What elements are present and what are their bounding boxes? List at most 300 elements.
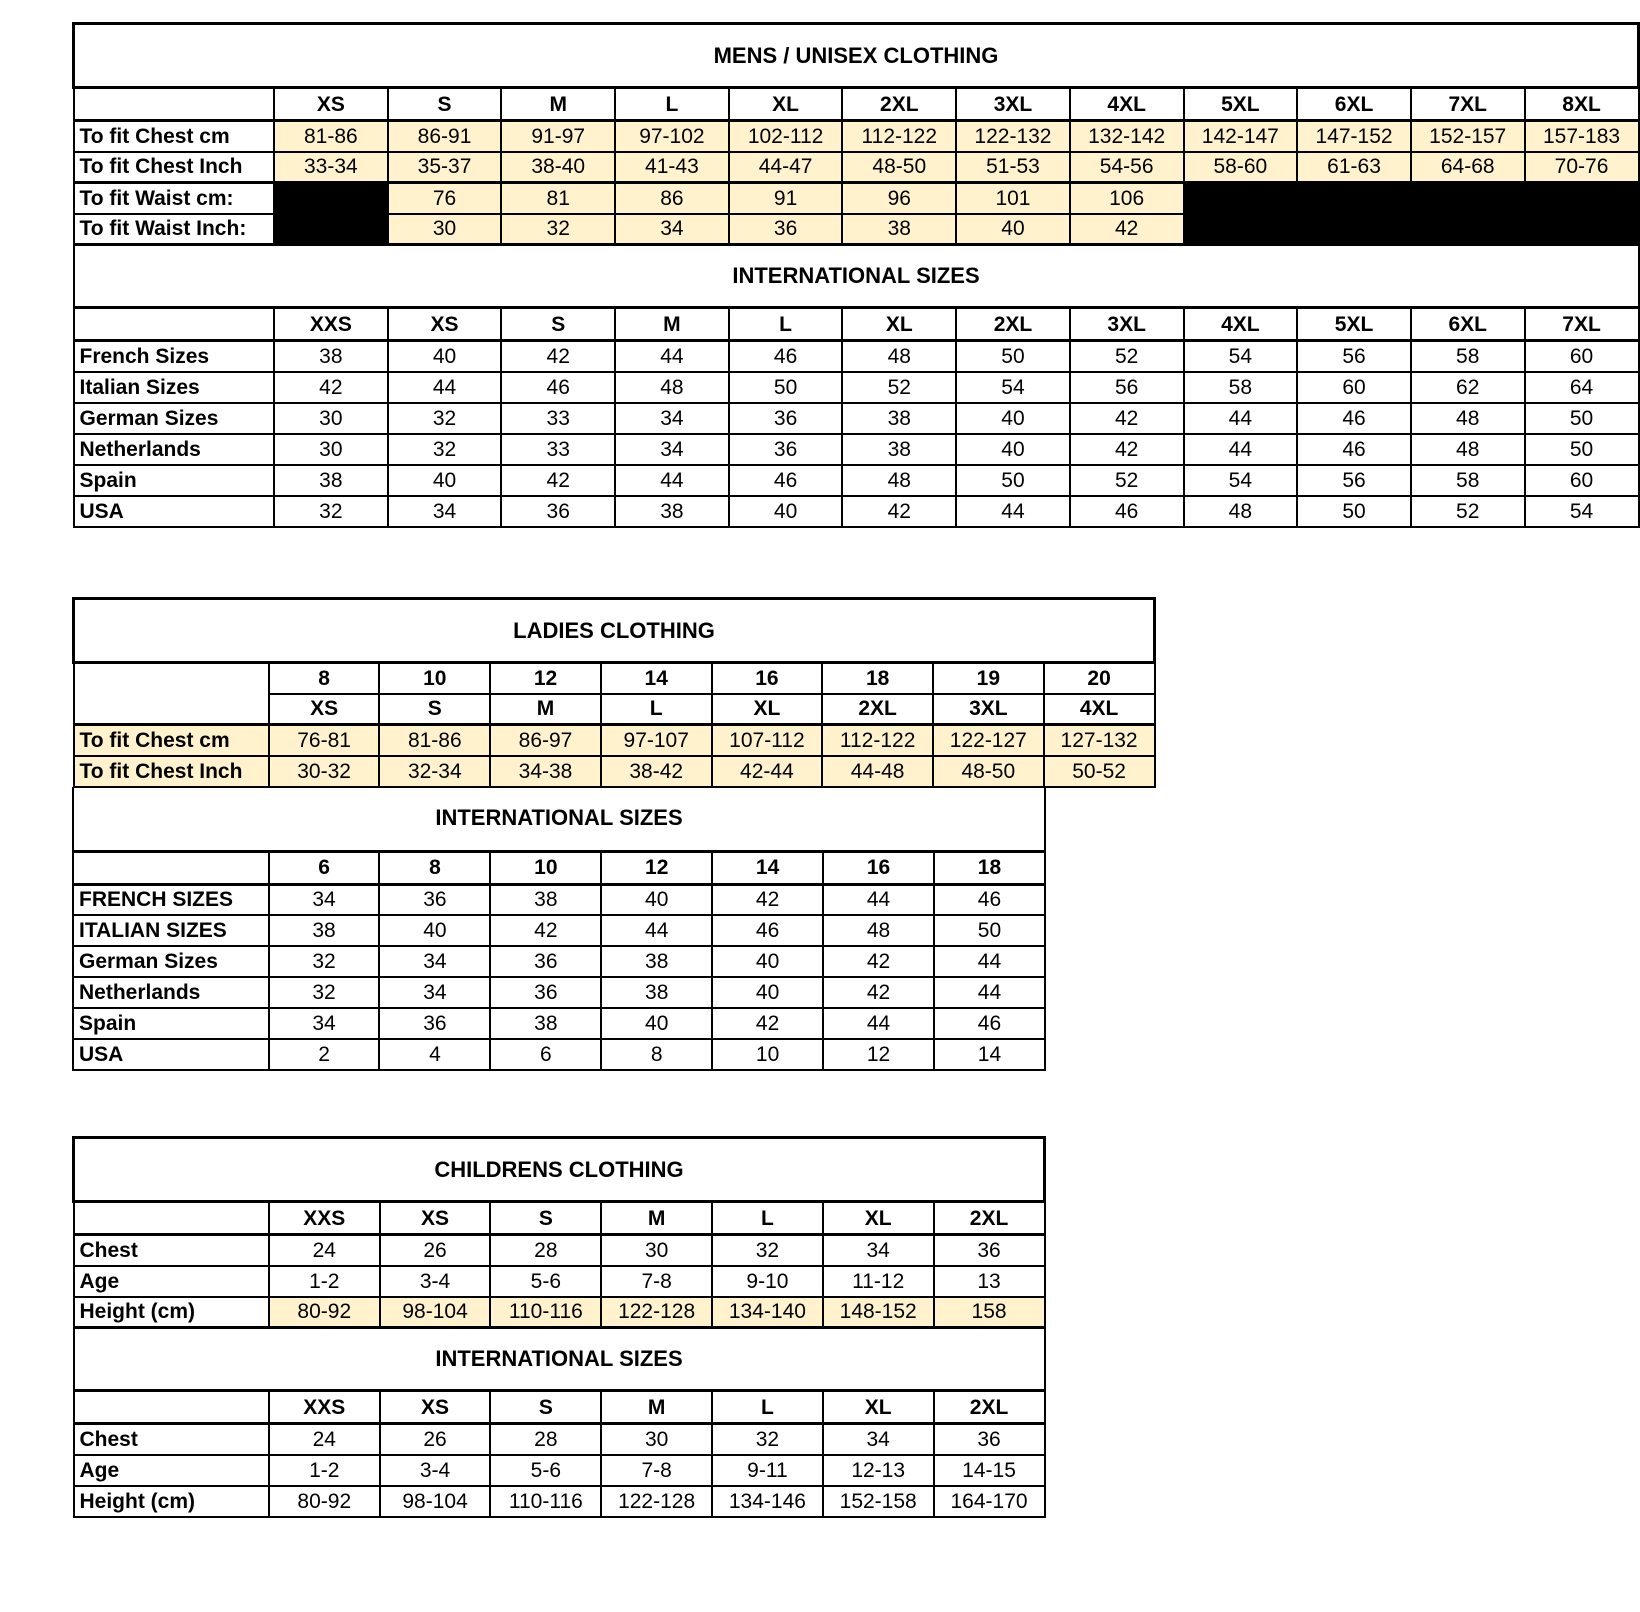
row-label: USA — [74, 496, 275, 527]
cell: 2 — [269, 1039, 380, 1070]
size-header: L — [601, 694, 712, 725]
cell: 40 — [388, 465, 502, 496]
cell: 147-152 — [1297, 121, 1411, 152]
mens-chest-cm-row — [74, 121, 1639, 152]
cell: 38 — [601, 946, 712, 977]
size-header: S — [490, 1391, 601, 1424]
blocked-cell — [274, 214, 388, 245]
cell: 110-116 — [490, 1297, 601, 1328]
cell: 38 — [842, 214, 956, 245]
cell: 40 — [379, 915, 490, 946]
cell: 54-56 — [1070, 152, 1184, 183]
size-header: L — [712, 1391, 823, 1424]
cell: 44 — [388, 372, 502, 403]
cell: 40 — [956, 214, 1070, 245]
cell: 40 — [601, 1008, 712, 1039]
cell: 7-8 — [601, 1266, 712, 1297]
row-label: Spain — [73, 1008, 269, 1039]
cell: 44 — [1184, 403, 1298, 434]
mens-size-table — [72, 22, 1640, 528]
cell: 38 — [601, 977, 712, 1008]
childrens-intl-title: INTERNATIONAL SIZES — [74, 1328, 1045, 1391]
cell: 76-81 — [269, 725, 380, 756]
size-header: S — [501, 308, 615, 341]
cell: 30-32 — [269, 756, 380, 787]
size-header: L — [729, 308, 843, 341]
size-number: 19 — [933, 663, 1044, 694]
cell: 24 — [269, 1424, 380, 1455]
row-label: To fit Chest cm — [74, 725, 269, 756]
mens-intl-body — [74, 341, 1639, 527]
blocked-cell — [1411, 214, 1525, 245]
size-header: 8XL — [1525, 88, 1639, 121]
cell: 42 — [501, 465, 615, 496]
cell: 32 — [274, 496, 388, 527]
size-header: XL — [823, 1391, 934, 1424]
cell: 48 — [615, 372, 729, 403]
cell: 112-122 — [822, 725, 933, 756]
ladies-intl-body — [73, 884, 1045, 1070]
cell: 80-92 — [269, 1486, 380, 1517]
cell: 91 — [729, 183, 843, 214]
corner-cell — [74, 1202, 269, 1235]
cell: 36 — [729, 214, 843, 245]
cell: 12 — [823, 1039, 934, 1070]
blocked-cell — [1297, 214, 1411, 245]
cell: 76 — [388, 183, 502, 214]
cell: 38-42 — [601, 756, 712, 787]
cell: 36 — [490, 946, 601, 977]
cell: 142-147 — [1184, 121, 1298, 152]
cell: 56 — [1297, 465, 1411, 496]
row-label: To fit Waist cm: — [74, 183, 275, 214]
size-header: XS — [388, 308, 502, 341]
row-label: French Sizes — [74, 341, 275, 372]
cell: 33-34 — [274, 152, 388, 183]
cell: 80-92 — [269, 1297, 380, 1328]
row-label: To fit Waist Inch: — [74, 214, 275, 245]
cell: 134-140 — [712, 1297, 823, 1328]
size-number: 10 — [379, 663, 490, 694]
cell: 38 — [842, 403, 956, 434]
row-label: German Sizes — [73, 946, 269, 977]
table-row — [74, 372, 1639, 403]
cell: 34 — [379, 977, 490, 1008]
cell: 24 — [269, 1235, 380, 1266]
cell: 33 — [501, 403, 615, 434]
cell: 42 — [823, 977, 934, 1008]
cell: 48 — [842, 341, 956, 372]
size-header: XS — [380, 1391, 491, 1424]
cell: 40 — [388, 341, 502, 372]
row-label: To fit Chest Inch — [74, 152, 275, 183]
size-header: 12 — [601, 851, 712, 884]
size-header: M — [601, 1391, 712, 1424]
cell: 28 — [490, 1424, 601, 1455]
cell: 38 — [274, 341, 388, 372]
cell: 106 — [1070, 183, 1184, 214]
cell: 58 — [1411, 465, 1525, 496]
cell: 32 — [388, 434, 502, 465]
ladies-chest-inch-row — [74, 756, 1155, 787]
size-header: M — [601, 1202, 712, 1235]
size-header: M — [501, 88, 615, 121]
row-label: To fit Chest cm — [74, 121, 275, 152]
row-label: Chest — [74, 1235, 269, 1266]
size-header: XS — [380, 1202, 491, 1235]
ladies-size-table — [72, 597, 1156, 788]
table-row — [73, 946, 1045, 977]
cell: 98-104 — [380, 1297, 491, 1328]
cell: 48-50 — [842, 152, 956, 183]
cell: 36 — [379, 1008, 490, 1039]
cell: 50 — [1297, 496, 1411, 527]
cell: 54 — [1184, 465, 1298, 496]
cell: 34 — [615, 434, 729, 465]
cell: 127-132 — [1044, 725, 1155, 756]
table-row — [74, 496, 1639, 527]
cell: 64-68 — [1411, 152, 1525, 183]
cell: 48 — [1184, 496, 1298, 527]
table-row — [74, 1455, 1045, 1486]
childrens-age-row — [74, 1266, 1045, 1297]
cell: 32 — [269, 946, 380, 977]
cell: 30 — [274, 403, 388, 434]
size-header: 10 — [490, 851, 601, 884]
size-number: 14 — [601, 663, 712, 694]
cell: 14 — [934, 1039, 1045, 1070]
childrens-height-row — [74, 1297, 1045, 1328]
cell: 44 — [934, 977, 1045, 1008]
size-header: XL — [823, 1202, 934, 1235]
cell: 48-50 — [933, 756, 1044, 787]
cell: 54 — [1525, 496, 1639, 527]
row-label: Age — [74, 1266, 269, 1297]
table-row — [74, 434, 1639, 465]
mens-waist-inch-row — [74, 214, 1639, 245]
cell: 48 — [1411, 434, 1525, 465]
cell: 26 — [380, 1424, 491, 1455]
cell: 36 — [729, 434, 843, 465]
cell: 42-44 — [712, 756, 823, 787]
cell: 60 — [1525, 341, 1639, 372]
size-number: 18 — [822, 663, 933, 694]
cell: 34 — [823, 1235, 934, 1266]
cell: 54 — [956, 372, 1070, 403]
cell: 32 — [712, 1235, 823, 1266]
corner-cell — [74, 88, 275, 121]
cell: 40 — [956, 403, 1070, 434]
cell: 34 — [269, 1008, 380, 1039]
cell: 44-47 — [729, 152, 843, 183]
cell: 42 — [501, 341, 615, 372]
cell: 36 — [729, 403, 843, 434]
size-header: 2XL — [934, 1391, 1045, 1424]
size-header: M — [490, 694, 601, 725]
cell: 14-15 — [934, 1455, 1045, 1486]
childrens-size-table — [72, 1136, 1046, 1518]
row-label: Spain — [74, 465, 275, 496]
size-header: 2XL — [934, 1202, 1045, 1235]
cell: 38-40 — [501, 152, 615, 183]
cell: 38 — [615, 496, 729, 527]
cell: 152-157 — [1411, 121, 1525, 152]
row-label: German Sizes — [74, 403, 275, 434]
cell: 42 — [490, 915, 601, 946]
cell: 32 — [712, 1424, 823, 1455]
blocked-cell — [1297, 183, 1411, 214]
cell: 86-91 — [388, 121, 502, 152]
size-number: 16 — [712, 663, 823, 694]
cell: 1-2 — [269, 1266, 380, 1297]
cell: 112-122 — [842, 121, 956, 152]
size-header: 3XL — [933, 694, 1044, 725]
cell: 36 — [379, 884, 490, 915]
size-header: L — [615, 88, 729, 121]
cell: 38 — [490, 884, 601, 915]
ladies-intl-table — [72, 787, 1046, 1071]
cell: 81-86 — [379, 725, 490, 756]
cell: 58 — [1411, 341, 1525, 372]
cell: 38 — [842, 434, 956, 465]
table-row — [74, 1486, 1045, 1517]
cell: 44 — [1184, 434, 1298, 465]
cell: 40 — [712, 977, 823, 1008]
corner-cell — [74, 663, 269, 725]
cell: 122-132 — [956, 121, 1070, 152]
cell: 46 — [501, 372, 615, 403]
size-header: 6XL — [1297, 88, 1411, 121]
cell: 110-116 — [490, 1486, 601, 1517]
cell: 44 — [823, 1008, 934, 1039]
cell: 50 — [956, 465, 1070, 496]
cell: 4 — [379, 1039, 490, 1070]
blocked-cell — [1184, 183, 1298, 214]
cell: 30 — [601, 1235, 712, 1266]
size-header: 2XL — [956, 308, 1070, 341]
row-label: Age — [74, 1455, 269, 1486]
row-label: Italian Sizes — [74, 372, 275, 403]
row-label: Height (cm) — [74, 1486, 269, 1517]
cell: 52 — [1411, 496, 1525, 527]
row-label: To fit Chest Inch — [74, 756, 269, 787]
cell: 70-76 — [1525, 152, 1639, 183]
cell: 13 — [934, 1266, 1045, 1297]
cell: 46 — [934, 1008, 1045, 1039]
cell: 32 — [388, 403, 502, 434]
cell: 44 — [615, 341, 729, 372]
size-header: XS — [274, 88, 388, 121]
cell: 107-112 — [712, 725, 823, 756]
blocked-cell — [1411, 183, 1525, 214]
ladies-intl-header-row — [73, 851, 1045, 884]
size-header: M — [615, 308, 729, 341]
cell: 98-104 — [380, 1486, 491, 1517]
size-header: 6XL — [1411, 308, 1525, 341]
size-header: 5XL — [1184, 88, 1298, 121]
mens-intl-header-row — [74, 308, 1639, 341]
cell: 52 — [1070, 341, 1184, 372]
cell: 48 — [842, 465, 956, 496]
mens-chest-inch-row — [74, 152, 1639, 183]
cell: 52 — [842, 372, 956, 403]
cell: 122-128 — [601, 1297, 712, 1328]
table-row — [74, 341, 1639, 372]
ladies-number-row — [74, 663, 1155, 694]
cell: 35-37 — [388, 152, 502, 183]
cell: 42 — [1070, 434, 1184, 465]
cell: 6 — [490, 1039, 601, 1070]
cell: 132-142 — [1070, 121, 1184, 152]
cell: 164-170 — [934, 1486, 1045, 1517]
cell: 1-2 — [269, 1455, 380, 1486]
size-header: 16 — [823, 851, 934, 884]
cell: 46 — [1297, 403, 1411, 434]
size-header: 3XL — [956, 88, 1070, 121]
blocked-cell — [274, 183, 388, 214]
cell: 32-34 — [379, 756, 490, 787]
cell: 11-12 — [823, 1266, 934, 1297]
size-header: 14 — [712, 851, 823, 884]
cell: 48 — [1411, 403, 1525, 434]
size-header: XL — [729, 88, 843, 121]
cell: 41-43 — [615, 152, 729, 183]
cell: 46 — [712, 915, 823, 946]
cell: 51-53 — [956, 152, 1070, 183]
cell: 50 — [1525, 403, 1639, 434]
childrens-title: CHILDRENS CLOTHING — [74, 1138, 1045, 1202]
cell: 86 — [615, 183, 729, 214]
table-row — [73, 1039, 1045, 1070]
size-header: 8 — [379, 851, 490, 884]
cell: 134-146 — [712, 1486, 823, 1517]
cell: 50 — [729, 372, 843, 403]
table-row — [74, 1424, 1045, 1455]
cell: 44-48 — [822, 756, 933, 787]
cell: 34 — [615, 403, 729, 434]
cell: 30 — [388, 214, 502, 245]
cell: 44 — [601, 915, 712, 946]
row-label: Netherlands — [73, 977, 269, 1008]
size-number: 12 — [490, 663, 601, 694]
size-header: S — [379, 694, 490, 725]
cell: 42 — [1070, 403, 1184, 434]
cell: 96 — [842, 183, 956, 214]
cell: 5-6 — [490, 1266, 601, 1297]
cell: 34 — [388, 496, 502, 527]
size-header: XXS — [269, 1202, 380, 1235]
size-header: XXS — [269, 1391, 380, 1424]
cell: 86-97 — [490, 725, 601, 756]
cell: 44 — [615, 465, 729, 496]
cell: 3-4 — [380, 1455, 491, 1486]
size-header: XL — [712, 694, 823, 725]
cell: 102-112 — [729, 121, 843, 152]
size-header: 4XL — [1044, 694, 1155, 725]
cell: 148-152 — [823, 1297, 934, 1328]
cell: 61-63 — [1297, 152, 1411, 183]
cell: 32 — [501, 214, 615, 245]
cell: 101 — [956, 183, 1070, 214]
cell: 36 — [934, 1424, 1045, 1455]
row-label: FRENCH SIZES — [73, 884, 269, 915]
cell: 42 — [1070, 214, 1184, 245]
cell: 122-127 — [933, 725, 1044, 756]
table-row — [73, 1008, 1045, 1039]
cell: 28 — [490, 1235, 601, 1266]
cell: 30 — [274, 434, 388, 465]
table-row — [73, 884, 1045, 915]
size-header: 2XL — [842, 88, 956, 121]
cell: 30 — [601, 1424, 712, 1455]
blocked-cell — [1525, 183, 1639, 214]
cell: 34-38 — [490, 756, 601, 787]
cell: 5-6 — [490, 1455, 601, 1486]
childrens-chest-row — [74, 1235, 1045, 1266]
cell: 3-4 — [380, 1266, 491, 1297]
cell: 40 — [601, 884, 712, 915]
ladies-chest-cm-row — [74, 725, 1155, 756]
size-header: XL — [842, 308, 956, 341]
cell: 34 — [379, 946, 490, 977]
cell: 46 — [934, 884, 1045, 915]
cell: 52 — [1070, 465, 1184, 496]
cell: 46 — [729, 341, 843, 372]
cell: 40 — [956, 434, 1070, 465]
cell: 50 — [934, 915, 1045, 946]
cell: 40 — [729, 496, 843, 527]
cell: 97-107 — [601, 725, 712, 756]
table-row — [74, 465, 1639, 496]
row-label: Netherlands — [74, 434, 275, 465]
cell: 58 — [1184, 372, 1298, 403]
size-header: S — [388, 88, 502, 121]
cell: 34 — [615, 214, 729, 245]
blocked-cell — [1184, 214, 1298, 245]
cell: 42 — [842, 496, 956, 527]
ladies-title: LADIES CLOTHING — [74, 599, 1155, 663]
cell: 56 — [1070, 372, 1184, 403]
cell: 58-60 — [1184, 152, 1298, 183]
table-row — [73, 977, 1045, 1008]
blocked-cell — [1525, 214, 1639, 245]
cell: 42 — [274, 372, 388, 403]
cell: 50-52 — [1044, 756, 1155, 787]
size-header: 4XL — [1184, 308, 1298, 341]
cell: 42 — [823, 946, 934, 977]
cell: 56 — [1297, 341, 1411, 372]
row-label: Height (cm) — [74, 1297, 269, 1328]
childrens-intl-header-row — [74, 1391, 1045, 1424]
table-row — [73, 915, 1045, 946]
cell: 46 — [729, 465, 843, 496]
mens-size-header-row — [74, 88, 1639, 121]
size-header: 4XL — [1070, 88, 1184, 121]
corner-cell — [74, 308, 275, 341]
cell: 34 — [823, 1424, 934, 1455]
cell: 9-10 — [712, 1266, 823, 1297]
size-number: 20 — [1044, 663, 1155, 694]
cell: 50 — [956, 341, 1070, 372]
cell: 42 — [712, 884, 823, 915]
size-header: 7XL — [1525, 308, 1639, 341]
cell: 36 — [490, 977, 601, 1008]
cell: 40 — [712, 946, 823, 977]
cell: 64 — [1525, 372, 1639, 403]
cell: 9-11 — [712, 1455, 823, 1486]
cell: 8 — [601, 1039, 712, 1070]
mens-title: MENS / UNISEX CLOTHING — [74, 24, 1639, 88]
